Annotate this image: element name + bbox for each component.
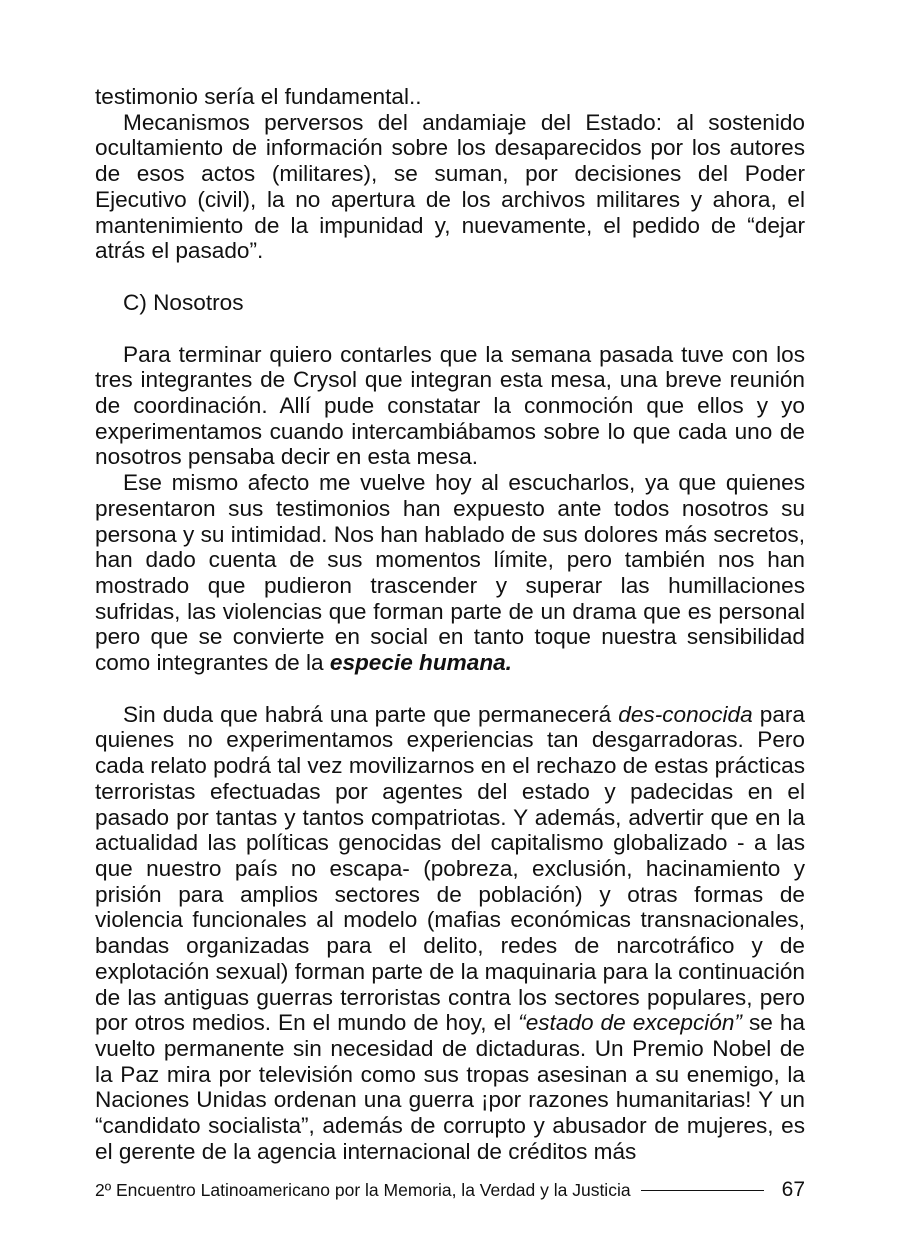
section-heading: C) Nosotros xyxy=(123,289,244,315)
paragraph-5-part-c: se ha vuelto permanente sin necesidad de dictaduras. Un Premio Nobel de la Paz mira por televisión como sus tropas asesinan a su enemigo, la Naciones Unidas ordenan una guerra ¡por razones humanitarias! Y un “candidato socialista”, además de corrupto y abusador de mujeres, es el gerente de la agencia internacional de créditos más xyxy=(95,1010,805,1164)
paragraph-1: testimonio sería el fundamental.. xyxy=(95,84,422,109)
emphasis-estado-de-excepcion: “estado de excepción” xyxy=(518,1010,742,1036)
emphasis-des-conocida: des-conocida xyxy=(618,701,753,727)
paragraph-5 xyxy=(95,702,805,1165)
footer-rule xyxy=(641,1190,764,1191)
paragraph-2: Mecanismos perversos del andamiaje del Estado: al sostenido ocultamiento de información sobre los desaparecidos por los autores de esos actos (militares), se suman, por decisiones del Poder Ejecutivo (civil), la no apertura de los archivos militares y ahora, el mantenimiento de la impunidad y, nuevamente, el pedido de “dejar atrás el pasado”. xyxy=(95,109,805,264)
paragraph-3: Para terminar quiero contarles que la semana pasada tuve con los tres integrantes de Crysol que integran esta mesa, una breve reunión de coordinación. Allí pude constatar la conmoción que ellos y yo experimentamos cuando intercambiábamos sobre lo que cada uno de nosotros pensaba decir en esta mesa. xyxy=(95,341,805,470)
page-body xyxy=(95,84,805,1164)
paragraph-5-part-b: para quienes no experimentamos experiencias tan desgarradoras. Pero cada relato podrá tal vez movilizarnos en el rechazo de estas prácticas terroristas efectuadas por agentes del estado y padecidas en el pasado por tantas y tantos compatriotas. Y además, advertir que en la actualidad las políticas genocidas del capitalismo globalizado - a las que nuestro país no escapa- (pobreza, exclusión, hacinamiento y prisión para amplios sectores de población) y otras formas de violencia funcionales al modelo (mafias económicas transnacionales, bandas organizadas para el delito, redes de narcotráfico y de explotación sexual) forman parte de la maquinaria para la continuación de las antiguas guerras terroristas contra los sectores populares, pero por otros medios. En el mundo de hoy, el xyxy=(95,701,805,1036)
paragraph-4 xyxy=(95,470,805,676)
page-footer xyxy=(95,1178,805,1202)
paragraph-4-text: Ese mismo afecto me vuelve hoy al escucharlos, ya que quienes presentaron sus testimonios han expuesto ante todos nosotros su persona y su intimidad. Nos han hablado de sus dolores más secretos, han dado cuenta de sus momentos límite, pero también nos han mostrado que pudieron trascender y superar las humillaciones sufridas, las violencias que forman parte de un drama que es personal pero que se convierte en social en tanto toque nuestra sensibilidad como integrantes de la xyxy=(95,470,805,676)
emphasis-especie-humana: especie humana. xyxy=(329,650,512,676)
footer-title: 2º Encuentro Latinoamericano por la Memoria, la Verdad y la Justicia xyxy=(95,1180,631,1200)
page-number: 67 xyxy=(781,1178,805,1201)
paragraph-5-part-a: Sin duda que habrá una parte que permanecerá xyxy=(123,701,619,727)
